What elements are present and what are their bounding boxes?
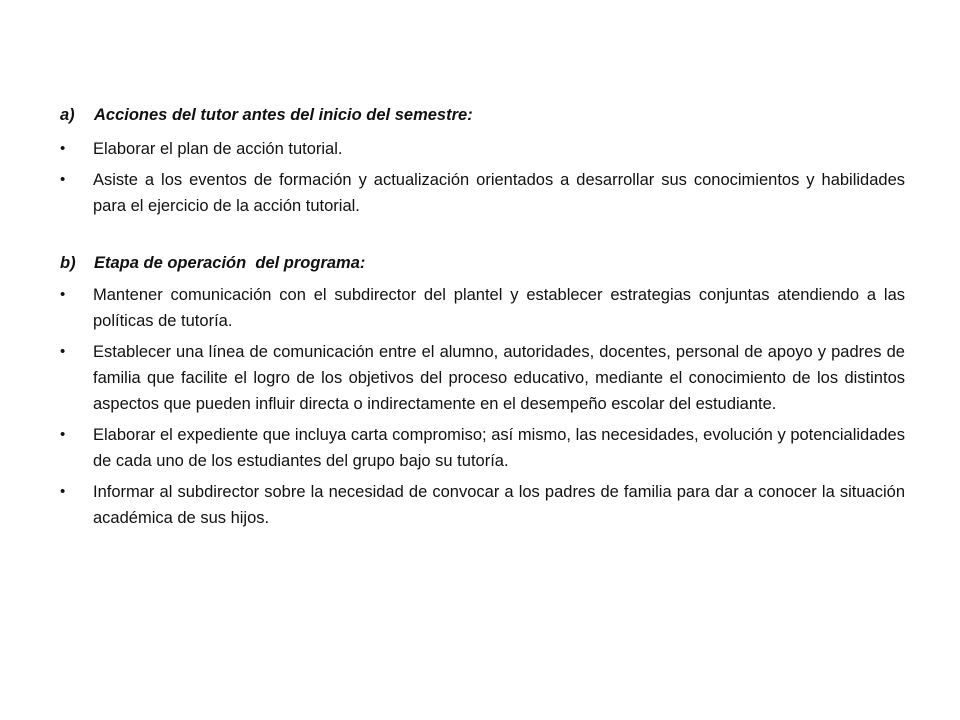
list-item: [60, 479, 905, 531]
section-a-marker: a): [60, 106, 75, 124]
bullet-icon: •: [60, 426, 66, 443]
section-a-title: Acciones del tutor antes del inicio del semestre:: [94, 106, 473, 124]
list-item: [60, 136, 905, 162]
section-a-heading: [60, 102, 905, 128]
list-item-text: Informar al subdirector sobre la necesidad de convocar a los padres de familia para dar a conocer la situación académica de sus hijos.: [93, 483, 905, 527]
list-item: [60, 339, 905, 417]
list-item-text: Elaborar el plan de acción tutorial.: [93, 140, 343, 158]
list-item-text: Mantener comunicación con el subdirector del plantel y establecer estrategias conjuntas atendiendo a las políticas de tutoría.: [93, 286, 905, 330]
bullet-icon: •: [60, 171, 66, 188]
list-item: [60, 282, 905, 334]
section-b-list: [60, 282, 905, 536]
list-item-text: Elaborar el expediente que incluya carta compromiso; así mismo, las necesidades, evolución y potencialidades de cada uno de los estudiantes del grupo bajo su tutoría.: [93, 426, 905, 470]
bullet-icon: •: [60, 286, 66, 303]
list-item-text: Asiste a los eventos de formación y actualización orientados a desarrollar sus conocimientos y habilidades para el ejercicio de la acción tutorial.: [93, 171, 905, 215]
list-item: [60, 422, 905, 474]
list-item-text: Establecer una línea de comunicación entre el alumno, autoridades, docentes, personal de apoyo y padres de familia que facilite el logro de los objetivos del proceso educativo, mediante el conocimiento de los distintos aspectos que pueden influir directa o indirectamente en el desempeño escolar del estudiante.: [93, 343, 905, 413]
section-b-heading: [60, 250, 905, 276]
section-a-list: [60, 136, 905, 224]
list-item: [60, 167, 905, 219]
section-b-title: Etapa de operación del programa:: [94, 254, 366, 272]
bullet-icon: •: [60, 483, 66, 500]
bullet-icon: •: [60, 343, 66, 360]
section-b-marker: b): [60, 254, 76, 272]
bullet-icon: •: [60, 140, 66, 157]
